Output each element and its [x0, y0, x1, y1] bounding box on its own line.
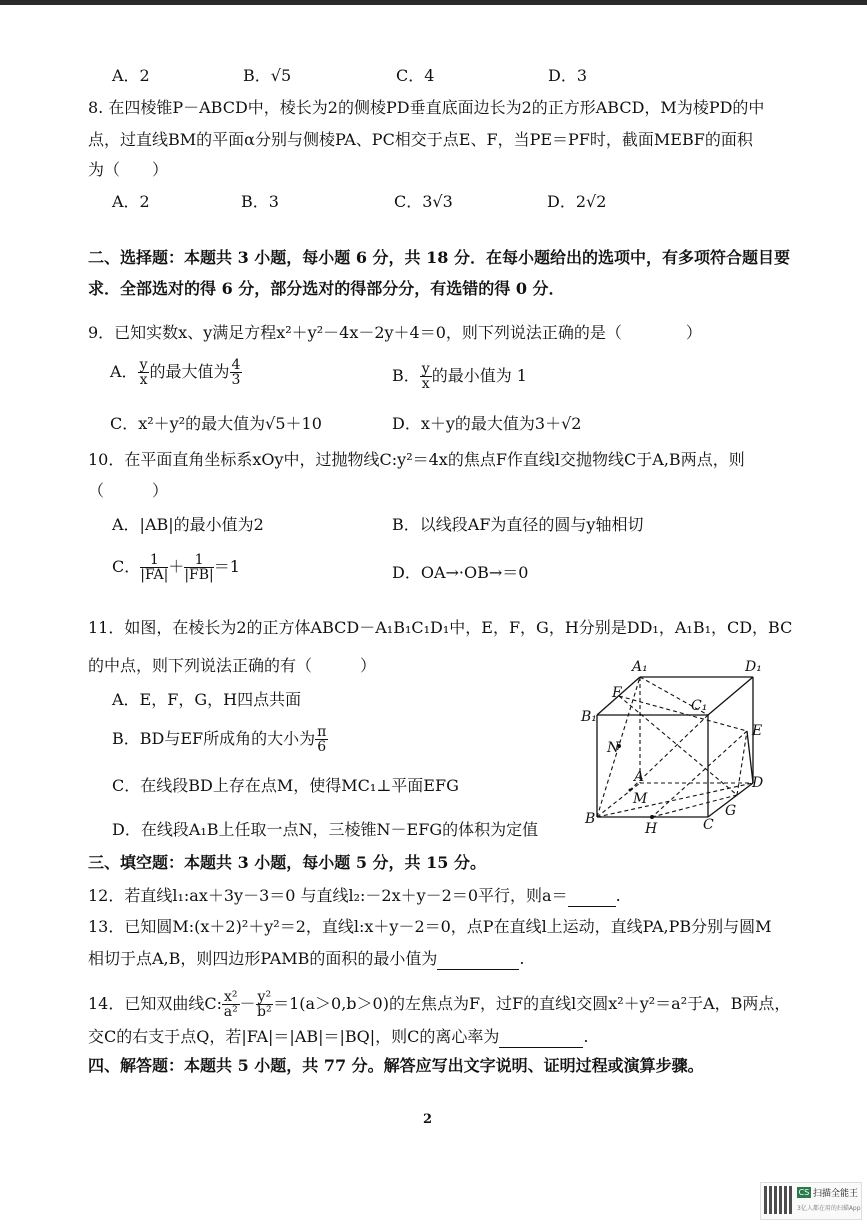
q11-option-b: B．BD与EF所成角的大小为 $\frac{\pi}{6}$ — [112, 724, 327, 755]
q9-stem: 9．已知实数x、y满足方程x²＋y²－4x－2y＋4＝0，则下列说法正确的是（ ） — [88, 323, 702, 342]
fig-label-b1: B₁ — [581, 709, 597, 725]
q8-option-a: A．2 — [112, 192, 150, 211]
fig-label-d: D — [752, 775, 764, 791]
q11-stem-line2: 的中点，则下列说法正确的有（ ） — [88, 656, 377, 675]
top-border — [0, 0, 867, 5]
q10-stem-line2: （ ） — [88, 481, 169, 500]
q8-option-c: C．3√3 — [394, 192, 453, 211]
q10-option-c: C． $\frac{1}{|FA|}$ ＋ $\frac{1}{|FB|}$ ＝1 — [112, 552, 240, 583]
scanner-app-name: 扫描全能王 — [813, 1189, 859, 1199]
section4-heading: 四、解答题：本题共 5 小题，共 77 分。解答应写出文字说明、证明过程或演算步骤。 — [88, 1056, 704, 1075]
q11-option-d: D．在线段A₁B上任取一点N，三棱锥N－EFG的体积为定值 — [112, 820, 539, 839]
q9-option-c: C．x²＋y²的最大值为√5＋10 — [110, 414, 322, 433]
page-number: 2 — [423, 1112, 433, 1127]
q9-option-b: B． $\frac{y}{x}$ 的最小值为 1 — [392, 361, 527, 392]
section3-heading: 三、填空题：本题共 3 小题，每小题 5 分，共 15 分。 — [88, 853, 486, 872]
fig-label-a1: A₁ — [632, 659, 648, 675]
q8-option-d: D．2√2 — [547, 192, 607, 211]
q8-stem-line2: 点，过直线BM的平面α分别与侧棱PA、PC相交于点E、F，当PE＝PF时，截面MEBF的面积 — [88, 130, 753, 149]
fig-label-b: B — [585, 811, 596, 827]
q11-stem-line1: 11．如图，在棱长为2的正方体ABCD－A₁B₁C₁D₁中，E，F，G，H分别是DD₁，A₁B₁，CD，BC — [88, 618, 793, 637]
fig-label-g: G — [725, 803, 737, 819]
q8-stem-line1: 8. 在四棱锥P－ABCD中，棱长为2的侧棱PD垂直底面边长为2的正方形ABCD，M为棱PD的中 — [88, 98, 765, 117]
q10-option-a: A．|AB|的最小值为2 — [112, 515, 264, 534]
fig-label-f: F — [612, 685, 622, 701]
cube-figure — [575, 655, 775, 845]
fig-label-c1: C₁ — [691, 698, 708, 714]
cs-logo-icon: CS — [798, 1188, 810, 1197]
scanner-watermark — [760, 1182, 862, 1220]
q8-option-b: B．3 — [241, 192, 279, 211]
q14-stem-line1: 14．已知双曲线C: $\frac{\text{x²}}{\text{a²}}$ － $\frac{\text{y²}}{\text{b²}}$ ＝1(a＞0,b＞0)的左焦点为F，过F的直线l交圆x²＋y²＝a²于A，B两点， — [88, 989, 791, 1020]
fig-label-a: A — [634, 769, 645, 785]
q13-stem-line2: 相切于点A,B，则四边形PAMB的面积的最小值为 . — [88, 949, 525, 968]
q13-stem-line1: 13．已知圆M:(x＋2)²＋y²＝2，直线l:x＋y－2＝0，点P在直线l上运动，直线PA,PB分别与圆M — [88, 917, 772, 936]
fig-label-h: H — [645, 821, 658, 837]
q11-option-a: A．E，F，G，H四点共面 — [112, 690, 302, 709]
fig-label-d1: D₁ — [745, 659, 762, 675]
section2-heading-line1: 二、选择题：本题共 3 小题，每小题 6 分，共 18 分．在每小题给出的选项中，有多项符合题目要 — [88, 248, 790, 267]
fig-label-m: M — [633, 791, 648, 807]
q8-stem-line3: 为（ ） — [88, 160, 169, 179]
q7-option-a: A．2 — [112, 66, 150, 85]
q11-option-c: C．在线段BD上存在点M，使得MC₁⊥平面EFG — [112, 776, 459, 795]
q7-option-d: D．3 — [548, 66, 588, 85]
q10-option-b: B．以线段AF为直径的圆与y轴相切 — [392, 515, 644, 534]
scanner-app-tagline: 3亿人都在用的扫描App — [797, 1205, 861, 1212]
q7-option-c: C．4 — [396, 66, 435, 85]
section2-heading-line2: 求．全部选对的得 6 分，部分选对的得部分分，有选错的得 0 分． — [88, 279, 565, 298]
q9-option-d: D．x＋y的最大值为3＋√2 — [392, 414, 582, 433]
q10-stem-line1: 10．在平面直角坐标系xOy中，过抛物线C:y²＝4x的焦点F作直线l交抛物线C于A,B两点，则 — [88, 450, 745, 469]
q10-option-d: D．OA→·OB→＝0 — [392, 563, 529, 582]
fig-label-e: E — [752, 723, 763, 739]
fig-label-n: N — [607, 740, 620, 756]
q12-stem: 12．若直线l₁:ax＋3y－3＝0 与直线l₂:－2x＋y－2＝0平行，则a＝ . — [88, 886, 621, 905]
q14-stem-line2: 交C的右支于点Q，若|FA|＝|AB|＝|BQ|，则C的离心率为 . — [88, 1027, 589, 1046]
qr-code-icon — [764, 1186, 792, 1214]
q9-option-a: A． $\frac{y}{x}$ 的最大值为 $\frac{4}{3}$ — [110, 357, 241, 388]
q7-option-b: B．√5 — [243, 66, 292, 85]
fig-label-c: C — [703, 817, 714, 833]
